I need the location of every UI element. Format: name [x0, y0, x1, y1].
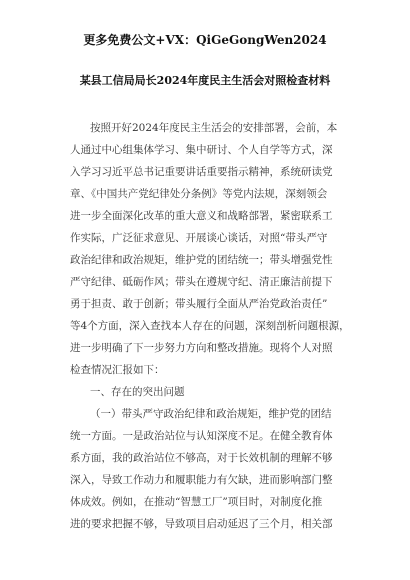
body-line: 政治纪律和政治规矩，维护党的团结统一；带头增强党性 — [70, 254, 333, 266]
body-line: 深入，导致工作动力和履职能力有欠缺，进而影响部门整 — [70, 474, 333, 486]
body-line: 检查情况汇报如下： — [70, 364, 165, 376]
body-line: 体成效。例如，在推动“智慧工厂”项目时，对制度化推 — [70, 496, 323, 508]
body-line: 人通过中心组集体学习、集中研讨、个人自学等方式，深 — [70, 144, 333, 156]
body-line: 等4个方面，深入查找本人存在的问题，深刻剖析问题根源， — [70, 320, 350, 332]
body-line: 作实际，广泛征求意见、开展谈心谈话，对照“带头严守 — [70, 232, 328, 244]
document-title: 某县工信局局长2024年度民主生活会对照检查材料 — [79, 74, 331, 87]
section-heading: 一、存在的突出问题 — [90, 386, 185, 398]
body-line: 统一方面。一是政治站位与认知深度不足。在健全教育体 — [70, 430, 333, 442]
body-line: 系方面，我的政治站位不够高，对于长效机制的理解不够 — [70, 452, 333, 464]
body-line: 按照开好2024年度民主生活会的安排部署，会前，本 — [90, 122, 338, 134]
body-line: 严守纪律、砥砺作风；带头在遵规守纪、清正廉洁前提下 — [70, 276, 333, 288]
body-line: 勇于担责、敢于创新；带头履行全面从严治党政治责任” — [70, 298, 328, 310]
body-line: 进一步全面深化改革的重大意义和战略部署，紧密联系工 — [70, 210, 333, 222]
body-line: 入学习习近平总书记重要讲话重要指示精神，系统研读党 — [70, 166, 333, 178]
body-line: 进一步明确了下一步努力方向和整改措施。现将个人对照 — [70, 342, 333, 354]
subsection-heading: （一）带头严守政治纪律和政治规矩，维护党的团结 — [90, 408, 332, 420]
body-line: 章、《中国共产党纪律处分条例》等党内法规，深刻领会 — [70, 188, 328, 200]
body-line: 进的要求把握不够，导致项目启动延迟了三个月，相关部 — [70, 518, 333, 530]
watermark-header: 更多免费公文+VX：QiGeGongWen2024 — [83, 33, 327, 47]
